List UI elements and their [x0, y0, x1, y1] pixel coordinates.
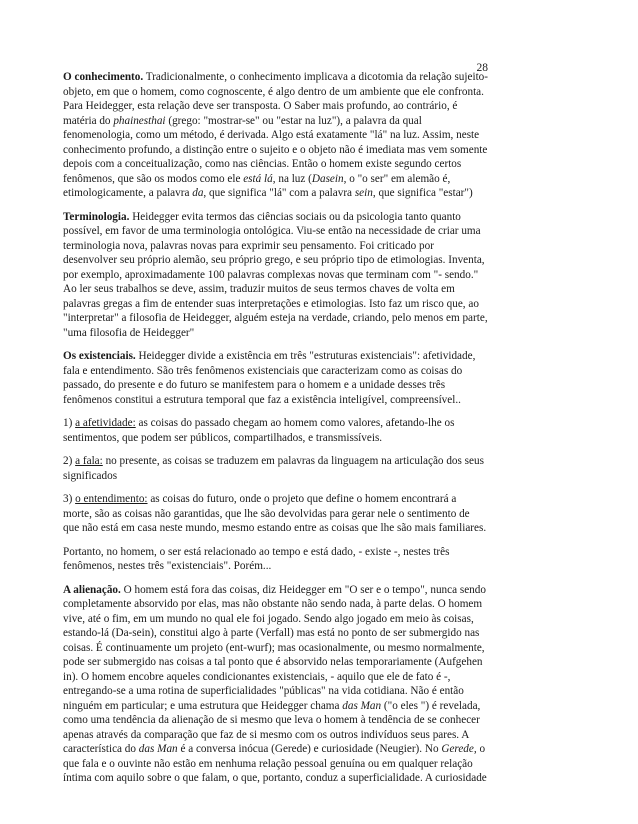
- paragraph-text: as coisas do futuro, onde o projeto que define o homem encontrará a morte, são as coisas não garantidas, que lhe são devolvidas para gerar nele o sentimento de que não está em casa neste mundo, mesmo estando entre as coisas que lhe são mais familiares.: [63, 493, 487, 534]
- list-item-fala: [63, 454, 488, 483]
- list-number: 2): [63, 455, 76, 467]
- list-item-entendimento: [63, 492, 488, 536]
- italic-term: sein: [354, 187, 373, 199]
- paragraph-terminologia: [63, 210, 488, 341]
- section-heading: Terminologia.: [63, 210, 130, 223]
- paragraph-text: , que significa "estar"): [372, 187, 473, 199]
- paragraph-text: Portanto, no homem, o ser está relacionado ao tempo e está dado, - existe -, nestes três fenômenos, nestes três "existenciais". Porém...: [63, 545, 450, 572]
- paragraph-text: ("o eles ") é revelada, como uma tendência da alienação de si mesmo que leva o homem à tendência de se conhecer apenas através da comparação que faz de si mesmo com os outros indivíduos seus pares. A característica do: [63, 699, 481, 755]
- paragraph-text: (grego: "mostrar-se" ou "estar na luz"), a palavra da qual fenomenologia, como um método, é derivada. Algo está exatamente "lá" na luz. Assim, neste conhecimento profundo, a distinção entre o sujeito e o objeto não é imediata mas vem somente depois com a conceitualização, como nas ciências. Então o homem existe segundo certos fenômenos, que são os modos como ele: [63, 114, 488, 185]
- paragraph-existenciais: [63, 349, 488, 407]
- paragraph-text: é a conversa inócua (Gerede) e curiosidade (Neugier). No: [177, 743, 442, 755]
- paragraph-text: , o "o ser" em alemão é, etimologicamente, a palavra: [63, 172, 451, 199]
- paragraph-text: no presente, as coisas se traduzem em palavras da linguagem na articulação dos seus significados: [63, 455, 484, 482]
- italic-term: está lá: [243, 172, 273, 185]
- list-term: a fala:: [75, 455, 103, 467]
- section-heading: Os existenciais.: [63, 350, 136, 362]
- paragraph-alienacao: [63, 583, 488, 786]
- paragraph-text: , que significa "lá" com a palavra: [203, 187, 355, 199]
- list-number: 3): [63, 493, 76, 505]
- list-term: o entendimento:: [75, 493, 148, 505]
- section-heading: A alienação.: [63, 583, 121, 596]
- paragraph-text: o que fala e o ouvinte não estão em nenhuma relação pessoal genuína ou em qualquer relação íntima com aquilo sobre o que falam, o que, portanto, conduz a superficialidade. A curiosidade: [63, 743, 487, 784]
- list-term: a afetividade:: [75, 417, 136, 429]
- italic-term: das Man: [138, 743, 178, 755]
- paragraph-text: Tradicionalmente, o conhecimento implicava a dicotomia da relação sujeito-objeto, em que o homem, como cognoscente, é algo dentro de um ambiente que ele confronta. Para Heidegger, esta relação deve ser transposta. O Saber mais profundo, ao contrário, é matéria do: [63, 71, 489, 127]
- paragraph-conhecimento: [63, 70, 488, 201]
- paragraph-text: Heidegger divide a existência em três "estruturas existenciais": afetividade, fala e entendimento. São três fenômenos existenciais que caracterizam como as coisas do passado, do presente e do futuro se manifestem para o homem e a unidade desses três fenômenos constitui a estrutura temporal que faz a existência inteligível, compreensível..: [63, 350, 476, 406]
- list-item-afetividade: [63, 416, 488, 445]
- page-number: 28: [476, 62, 488, 74]
- italic-term: das Man: [342, 699, 382, 712]
- paragraph-text: O homem está fora das coisas, diz Heidegger em "O ser e o tempo", nunca sendo completamente absorvido por elas, mas não obstante não sendo nada, à parte delas. O homem vive, até o fim, em um mundo no qual ele foi jogado. Sendo algo jogado em meio às coisas, estando-lá (Da-sein), constitui algo à parte (Verfall) mas está no ponto de ser submergido nas coisas. É continuamente um projeto (ent-wurf); mas ocasionalmente, ou mesmo normalmente, pode ser submergido nas coisas a tal ponto que é absorvido nelas temporariamente (Aufgehen in). O homem encobre aqueles condicionantes existenciais, - aquilo que ele de fato é -, entregando-se a uma rotina de superficialidades "públicas" na vida cotidiana. Não é então ninguém em particular; e uma estrutura que Heidegger chama: [63, 583, 486, 712]
- page-body: [63, 70, 488, 795]
- paragraph-text: , na luz (: [272, 172, 312, 185]
- italic-term: Dasein: [311, 172, 344, 185]
- italic-term: Gerede,: [441, 743, 477, 755]
- list-number: 1): [63, 417, 76, 429]
- paragraph-portanto: [63, 545, 488, 574]
- paragraph-text: Heidegger evita termos das ciências sociais ou da psicologia tanto quanto possível, em favor de uma terminologia ontológica. Viu-se então na necessidade de criar uma terminologia nova, palavras novas para exprimir seu pensamento. Foi criticado por desenvolver seu próprio alemão, seu próprio grego, e seu próprio tipo de etimologias. Inventa, por exemplo, aproximadamente 100 palavras complexas novas que terminam com "- sendo." Ao ler seus trabalhos se deve, assim, traduzir muitos de seus termos chaves de volta em palavras gregas a fim de entender suas interpretações e etimologias. Isto faz um risco que, ao "interpretar" a filosofia de Heidegger, alguém esteja na verdade, criando, pelo menos em parte, "uma filosofia de Heidegger": [63, 210, 488, 339]
- italic-term: phainesthai: [113, 114, 166, 127]
- italic-term: da: [192, 187, 204, 199]
- section-heading: O conhecimento.: [63, 71, 144, 83]
- paragraph-text: as coisas do passado chegam ao homem como valores, afetando-lhe os sentimentos, que podem ser públicos, compartilhados, e transmissíveis.: [63, 417, 455, 444]
